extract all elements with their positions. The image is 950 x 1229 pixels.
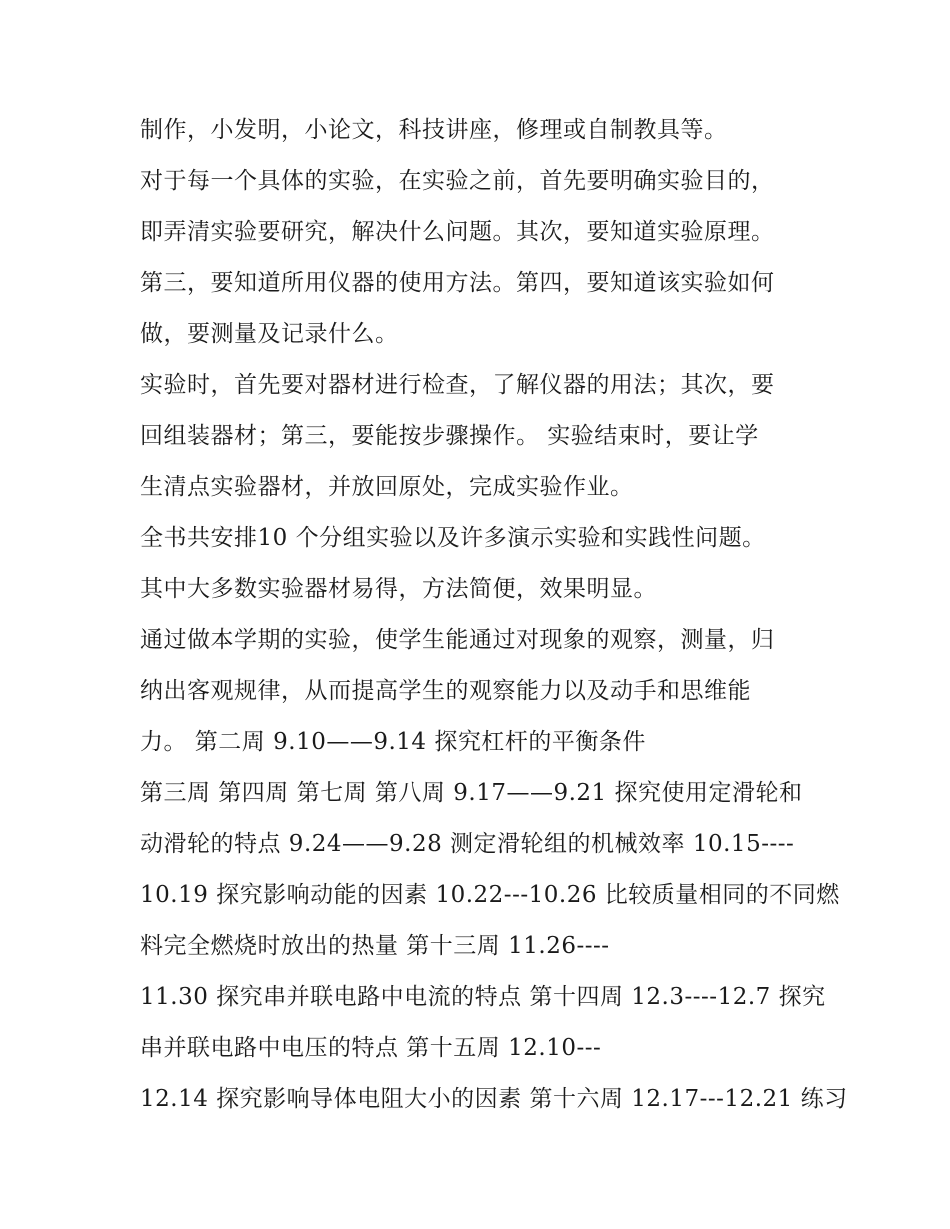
document-body bbox=[140, 105, 848, 1125]
text-line: 串并联电路中电压的特点 第十五周 12.10--- bbox=[140, 1035, 602, 1061]
text-line: 实验时，首先要对器材进行检查，了解仪器的用法；其次，要 bbox=[140, 372, 775, 398]
text-line: 做，要测量及记录什么。 bbox=[140, 321, 399, 347]
text-line: 第三，要知道所用仪器的使用方法。第四，要知道该实验如何 bbox=[140, 270, 775, 296]
text-line: 11.30 探究串并联电路中电流的特点 第十四周 12.3----12.7 探究 bbox=[140, 984, 826, 1010]
text-line: 即弄清实验要研究，解决什么问题。其次，要知道实验原理。 bbox=[140, 219, 775, 245]
text-line: 纳出客观规律，从而提高学生的观察能力以及动手和思维能 bbox=[140, 678, 751, 704]
text-line: 生清点实验器材，并放回原处，完成实验作业。 bbox=[140, 474, 634, 500]
text-line: 力。 第二周 9.10——9.14 探究杠杆的平衡条件 bbox=[140, 729, 646, 755]
text-line: 制作，小发明，小论文，科技讲座，修理或自制教具等。 bbox=[140, 117, 728, 143]
text-line: 通过做本学期的实验，使学生能通过对现象的观察，测量，归 bbox=[140, 627, 775, 653]
text-line: 10.19 探究影响动能的因素 10.22---10.26 比较质量相同的不同燃 bbox=[140, 882, 840, 908]
text-line: 对于每一个具体的实验，在实验之前，首先要明确实验目的， bbox=[140, 168, 775, 194]
text-line: 动滑轮的特点 9.24——9.28 测定滑轮组的机械效率 10.15---- bbox=[140, 831, 795, 857]
text-line: 全书共安排10 个分组实验以及许多演示实验和实践性问题。 bbox=[140, 525, 766, 551]
text-line: 第三周 第四周 第七周 第八周 9.17——9.21 探究使用定滑轮和 bbox=[140, 780, 803, 806]
text-line: 料完全燃烧时放出的热量 第十三周 11.26---- bbox=[140, 933, 610, 959]
text-line: 12.14 探究影响导体电阻大小的因素 第十六周 12.17---12.21 练习 bbox=[140, 1086, 848, 1112]
text-line: 其中大多数实验器材易得，方法简便，效果明显。 bbox=[140, 576, 657, 602]
text-line: 回组装器材；第三，要能按步骤操作。 实验结束时，要让学 bbox=[140, 423, 759, 449]
